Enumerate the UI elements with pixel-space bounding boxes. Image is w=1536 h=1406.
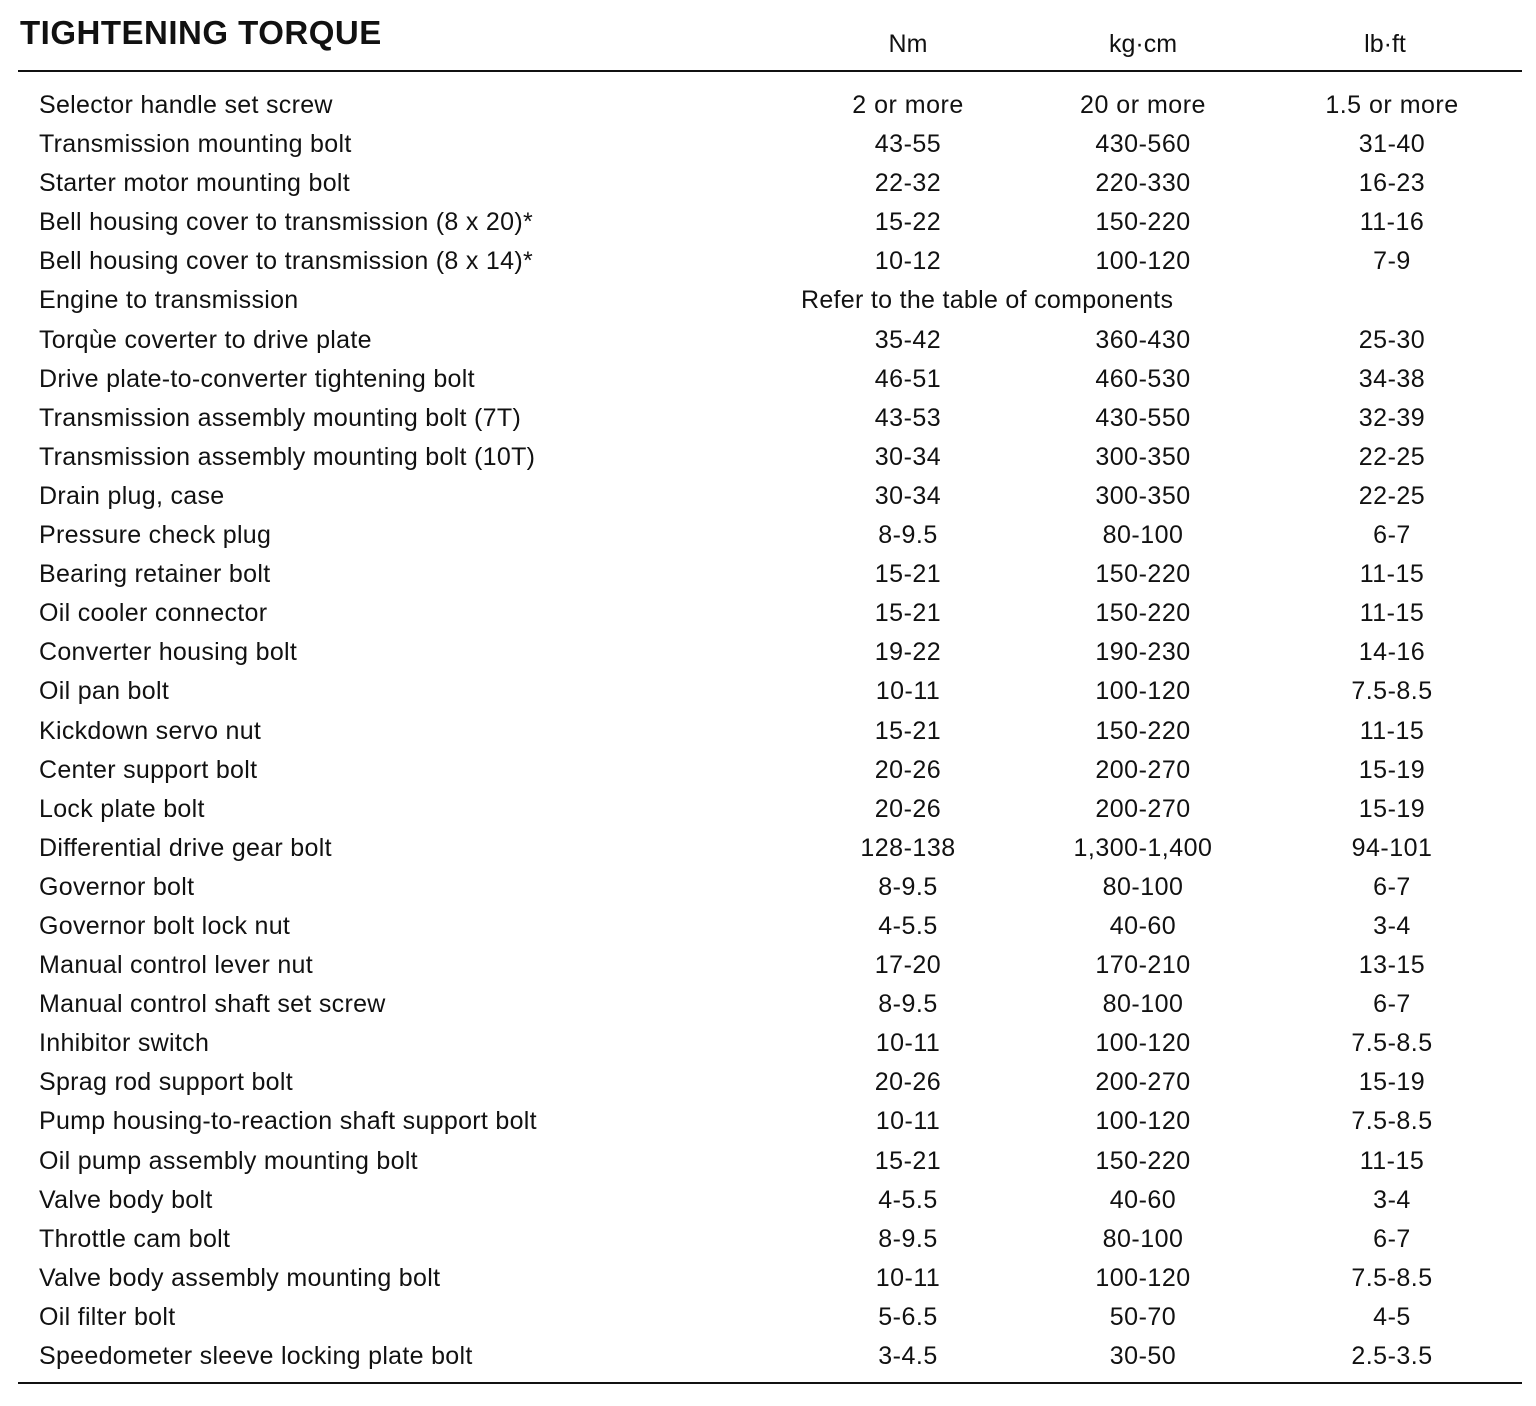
value-lbft: 22-25 (1358, 481, 1426, 510)
value-kgcm: 170-210 (1095, 951, 1191, 980)
value-nm: 8-9.5 (878, 872, 938, 901)
value-nm: 10-12 (874, 247, 942, 276)
value-kgcm: 20 or more (1080, 91, 1206, 119)
row-item-label: Pressure check plug (39, 521, 272, 550)
table-row (0, 1142, 1536, 1181)
value-kgcm: 150-220 (1095, 599, 1191, 628)
table-row (0, 1298, 1536, 1337)
value-lbft: 34-38 (1358, 364, 1426, 393)
row-item-label: Drain plug, case (39, 481, 225, 510)
value-kgcm: 40-60 (1109, 1185, 1177, 1214)
value-lbft: 6-7 (1373, 521, 1411, 550)
value-lbft: 15-19 (1358, 755, 1426, 784)
value-kgcm: 200-270 (1095, 1068, 1191, 1097)
value-nm: 30-34 (874, 442, 942, 471)
column-header-kgcm: kg·cm (1108, 30, 1178, 58)
table-row (0, 1337, 1536, 1376)
table-row (0, 86, 1536, 125)
table-row (0, 203, 1536, 242)
table-row (0, 555, 1536, 594)
value-lbft: 11-15 (1359, 560, 1425, 589)
value-nm: 15-21 (874, 599, 942, 628)
value-nm: 46-51 (874, 364, 942, 393)
value-lbft: 6-7 (1373, 990, 1411, 1019)
value-kgcm: 30-50 (1109, 1342, 1177, 1370)
value-lbft: 25-30 (1358, 325, 1426, 354)
row-item-label: Throttle cam bolt (39, 1224, 231, 1253)
value-lbft: 11-15 (1359, 1146, 1425, 1175)
value-nm: 35-42 (874, 325, 942, 354)
row-item-label: Torqùe coverter to drive plate (39, 325, 372, 354)
value-kgcm: 430-560 (1095, 130, 1191, 159)
value-kgcm: 200-270 (1095, 755, 1191, 784)
table-row (0, 1220, 1536, 1259)
value-kgcm: 100-120 (1095, 1263, 1191, 1292)
value-lbft: 11-15 (1359, 716, 1425, 745)
value-nm: 10-11 (875, 677, 941, 706)
page-title: TIGHTENING TORQUE (20, 14, 382, 51)
table-row (0, 594, 1536, 633)
value-lbft: 3-4 (1373, 911, 1411, 940)
value-kgcm: 150-220 (1095, 208, 1191, 237)
table-row (0, 1024, 1536, 1063)
column-header-nm: Nm (888, 30, 928, 58)
row-item-label: Starter motor mounting bolt (39, 169, 351, 198)
torque-table (0, 86, 1536, 1376)
value-nm: 4-5.5 (878, 911, 938, 940)
table-row (0, 633, 1536, 672)
value-nm: 4-5.5 (878, 1185, 938, 1214)
value-kgcm: 100-120 (1095, 247, 1191, 276)
row-item-label: Differential drive gear bolt (39, 833, 332, 862)
row-item-label: Pump housing-to-reaction shaft support bolt (39, 1107, 537, 1136)
row-item-label: Valve body assembly mounting bolt (39, 1263, 441, 1292)
row-item-label: Inhibitor switch (39, 1029, 210, 1058)
table-row (0, 829, 1536, 868)
value-lbft: 31-40 (1358, 130, 1426, 159)
row-item-label: Oil pan bolt (39, 677, 170, 706)
value-nm: 8-9.5 (878, 521, 938, 550)
value-kgcm: 200-270 (1095, 794, 1191, 823)
row-item-label: Governor bolt lock nut (39, 911, 291, 940)
row-item-label: Selector handle set screw (39, 91, 333, 119)
value-lbft: 7.5-8.5 (1351, 677, 1433, 706)
value-kgcm: 150-220 (1095, 716, 1191, 745)
value-kgcm: 80-100 (1102, 521, 1184, 550)
table-row (0, 360, 1536, 399)
row-item-label: Governor bolt (39, 872, 195, 901)
value-kgcm: 100-120 (1095, 1029, 1191, 1058)
row-item-label: Speedometer sleeve locking plate bolt (39, 1342, 473, 1370)
value-lbft: 15-19 (1358, 794, 1426, 823)
footer-rule (18, 1382, 1522, 1384)
value-kgcm: 430-550 (1095, 403, 1191, 432)
value-lbft: 32-39 (1358, 403, 1426, 432)
row-item-label: Oil pump assembly mounting bolt (39, 1146, 418, 1175)
value-nm: 30-34 (874, 481, 942, 510)
value-lbft: 22-25 (1358, 442, 1426, 471)
table-row (0, 164, 1536, 203)
value-kgcm: 150-220 (1095, 560, 1191, 589)
value-lbft: 1.5 or more (1325, 91, 1459, 119)
value-lbft: 7.5-8.5 (1351, 1029, 1433, 1058)
table-row (0, 1102, 1536, 1141)
table-row (0, 672, 1536, 711)
row-item-label: Kickdown servo nut (39, 716, 262, 745)
value-kgcm: 460-530 (1095, 364, 1191, 393)
row-item-label: Bell housing cover to transmission (8 x 14)* (39, 247, 533, 276)
value-lbft: 6-7 (1373, 1224, 1411, 1253)
value-lbft: 4-5 (1373, 1302, 1411, 1331)
value-nm: 10-11 (875, 1029, 941, 1058)
table-row (0, 751, 1536, 790)
value-nm: 43-55 (874, 130, 942, 159)
row-item-label: Converter housing bolt (39, 638, 298, 667)
value-nm: 10-11 (875, 1107, 941, 1136)
value-nm: 19-22 (874, 638, 942, 667)
row-note: Refer to the table of components (801, 286, 1174, 315)
value-lbft: 7.5-8.5 (1351, 1263, 1433, 1292)
table-row (0, 712, 1536, 751)
value-kgcm: 150-220 (1095, 1146, 1191, 1175)
value-kgcm: 300-350 (1095, 481, 1191, 510)
row-item-label: Sprag rod support bolt (39, 1068, 293, 1097)
value-lbft: 7.5-8.5 (1351, 1107, 1433, 1136)
value-nm: 3-4.5 (878, 1342, 938, 1370)
value-lbft: 11-16 (1359, 208, 1425, 237)
value-kgcm: 300-350 (1095, 442, 1191, 471)
table-row (0, 321, 1536, 360)
value-lbft: 14-16 (1358, 638, 1426, 667)
table-row (0, 1063, 1536, 1102)
value-kgcm: 360-430 (1095, 325, 1191, 354)
table-row (0, 281, 1536, 320)
value-kgcm: 100-120 (1095, 677, 1191, 706)
table-row (0, 242, 1536, 281)
value-nm: 15-21 (874, 560, 942, 589)
column-header-lbft: lb·ft (1364, 30, 1406, 58)
table-row (0, 399, 1536, 438)
row-item-label: Manual control lever nut (39, 951, 314, 980)
value-lbft: 2.5-3.5 (1351, 1342, 1433, 1370)
value-nm: 20-26 (874, 1068, 942, 1097)
row-item-label: Transmission assembly mounting bolt (10T) (39, 442, 536, 471)
value-nm: 20-26 (874, 794, 942, 823)
value-nm: 17-20 (874, 951, 942, 980)
value-lbft: 15-19 (1358, 1068, 1426, 1097)
value-lbft: 7-9 (1373, 247, 1411, 276)
table-row (0, 1181, 1536, 1220)
row-item-label: Oil cooler connector (39, 599, 268, 628)
value-lbft: 94-101 (1351, 833, 1433, 862)
value-lbft: 3-4 (1373, 1185, 1411, 1214)
value-lbft: 16-23 (1358, 169, 1426, 198)
row-item-label: Engine to transmission (39, 286, 299, 315)
value-nm: 128-138 (860, 833, 956, 862)
row-item-label: Oil filter bolt (39, 1302, 176, 1331)
row-item-label: Manual control shaft set screw (39, 990, 386, 1019)
table-row (0, 985, 1536, 1024)
table-row (0, 790, 1536, 829)
value-nm: 15-21 (874, 716, 942, 745)
row-item-label: Center support bolt (39, 755, 258, 784)
table-row (0, 477, 1536, 516)
value-kgcm: 80-100 (1102, 872, 1184, 901)
value-nm: 2 or more (852, 91, 964, 119)
row-item-label: Valve body bolt (39, 1185, 213, 1214)
value-nm: 43-53 (874, 403, 942, 432)
value-kgcm: 190-230 (1095, 638, 1191, 667)
table-row (0, 516, 1536, 555)
table-row (0, 946, 1536, 985)
value-nm: 22-32 (874, 169, 942, 198)
row-item-label: Drive plate-to-converter tightening bolt (39, 364, 475, 393)
value-kgcm: 220-330 (1095, 169, 1191, 198)
value-nm: 20-26 (874, 755, 942, 784)
value-lbft: 11-15 (1359, 599, 1425, 628)
table-row (0, 1259, 1536, 1298)
value-lbft: 6-7 (1373, 872, 1411, 901)
value-nm: 8-9.5 (878, 1224, 938, 1253)
value-nm: 5-6.5 (878, 1302, 938, 1331)
row-item-label: Lock plate bolt (39, 794, 205, 823)
row-item-label: Transmission assembly mounting bolt (7T) (39, 403, 522, 432)
header-rule (18, 70, 1522, 72)
value-kgcm: 40-60 (1109, 911, 1177, 940)
value-nm: 15-22 (874, 208, 942, 237)
value-kgcm: 1,300-1,400 (1073, 833, 1213, 862)
row-item-label: Transmission mounting bolt (39, 130, 352, 159)
value-kgcm: 50-70 (1109, 1302, 1177, 1331)
table-row (0, 438, 1536, 477)
value-kgcm: 80-100 (1102, 990, 1184, 1019)
table-row (0, 907, 1536, 946)
table-row (0, 868, 1536, 907)
value-nm: 15-21 (874, 1146, 942, 1175)
value-kgcm: 100-120 (1095, 1107, 1191, 1136)
value-nm: 8-9.5 (878, 990, 938, 1019)
row-item-label: Bell housing cover to transmission (8 x 20)* (39, 208, 533, 237)
value-lbft: 13-15 (1358, 951, 1426, 980)
row-item-label: Bearing retainer bolt (39, 560, 271, 589)
table-row (0, 125, 1536, 164)
value-nm: 10-11 (875, 1263, 941, 1292)
value-kgcm: 80-100 (1102, 1224, 1184, 1253)
